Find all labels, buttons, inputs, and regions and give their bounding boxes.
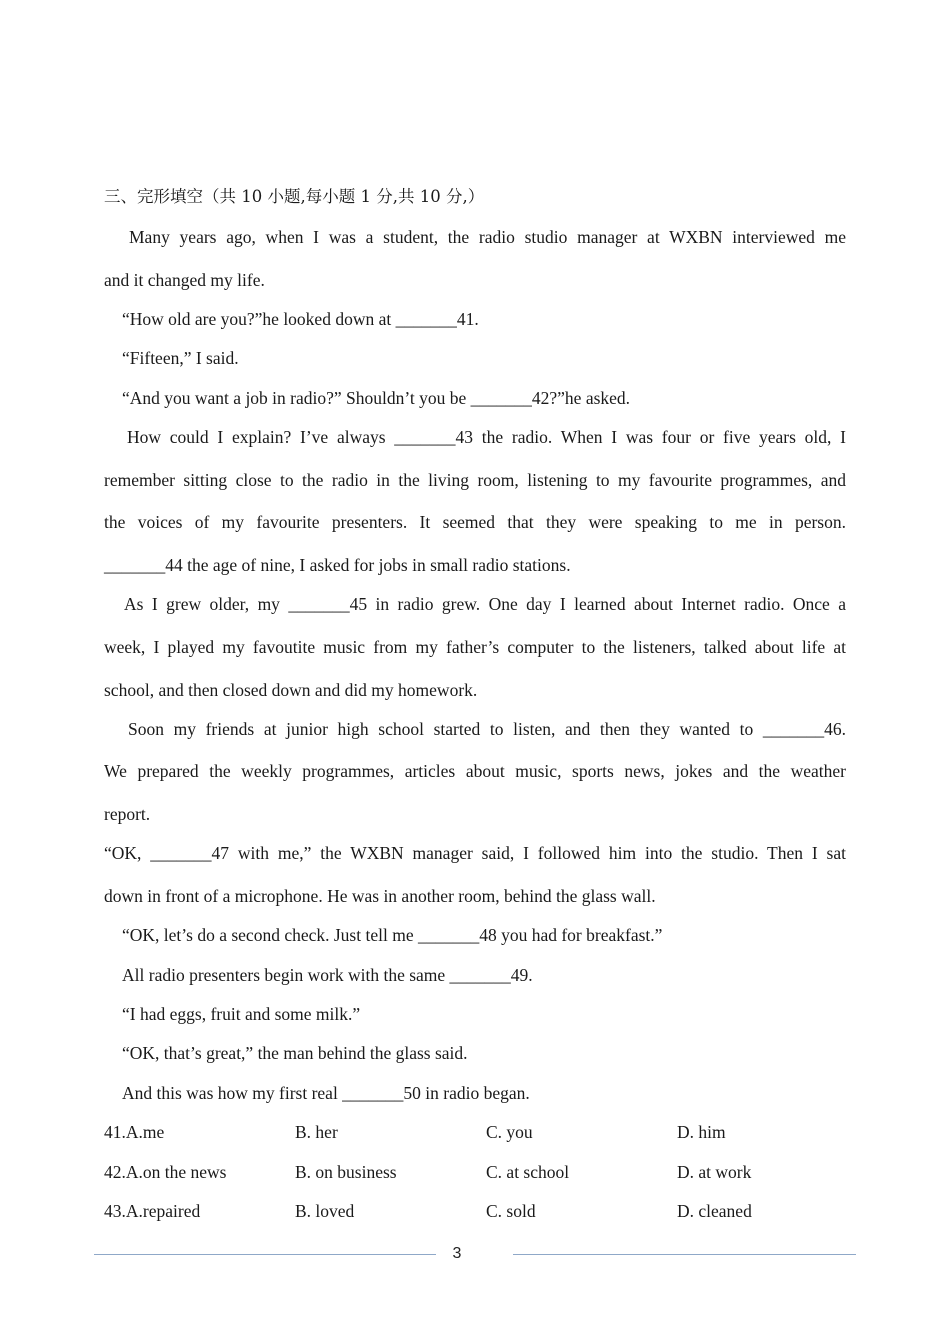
- passage-line: week, I played my favoutite music from my father’s computer to the listeners, talked about life at: [104, 637, 846, 657]
- passage-line: “OK, _______47 with me,” the WXBN manager said, I followed him into the studio. Then I sat: [104, 843, 846, 863]
- passage-line: remember sitting close to the radio in the living room, listening to my favourite programmes, and: [104, 470, 846, 490]
- passage-line: _______44 the age of nine, I asked for jobs in small radio stations.: [104, 555, 571, 575]
- passage-line: Many years ago, when I was a student, the radio studio manager at WXBN interviewed me: [129, 227, 846, 247]
- passage-line: We prepared the weekly programmes, articles about music, sports news, jokes and the weather: [104, 761, 846, 781]
- passage-line: down in front of a microphone. He was in another room, behind the glass wall.: [104, 886, 656, 906]
- option-43-b: B. loved: [295, 1201, 355, 1221]
- option-43-c: C. sold: [486, 1201, 536, 1221]
- passage-line: Soon my friends at junior high school started to listen, and then they wanted to _______46.: [128, 719, 846, 739]
- passage-line: the voices of my favourite presenters. It seemed that they were speaking to me in person.: [104, 512, 846, 532]
- option-41-c: C. you: [486, 1122, 533, 1142]
- passage-line: “OK, that’s great,” the man behind the glass said.: [122, 1043, 468, 1063]
- option-42-a: 42.A.on the news: [104, 1162, 227, 1182]
- page-number: 3: [452, 1245, 462, 1262]
- footer-rule-right: [513, 1254, 856, 1255]
- passage-line: As I grew older, my _______45 in radio grew. One day I learned about Internet radio. Once a: [124, 594, 846, 614]
- passage-line: “Fifteen,” I said.: [122, 348, 239, 368]
- footer-rule-left: [94, 1254, 436, 1255]
- passage-line: “OK, let’s do a second check. Just tell me _______48 you had for breakfast.”: [122, 925, 663, 945]
- option-42-c: C. at school: [486, 1162, 570, 1182]
- option-41-a: 41.A.me: [104, 1122, 165, 1142]
- option-43-d: D. cleaned: [677, 1201, 752, 1221]
- passage-line: And this was how my first real _______50 in radio began.: [122, 1083, 530, 1103]
- passage-line: “And you want a job in radio?” Shouldn’t you be _______42?”he asked.: [122, 388, 631, 408]
- passage-line: “How old are you?”he looked down at _______41.: [122, 309, 479, 329]
- option-42-d: D. at work: [677, 1162, 752, 1182]
- passage-line: How could I explain? I’ve always _______43 the radio. When I was four or five years old, I: [127, 427, 846, 447]
- passage-line: “I had eggs, fruit and some milk.”: [122, 1004, 361, 1024]
- option-41-b: B. her: [295, 1122, 338, 1142]
- passage-line: and it changed my life.: [104, 270, 265, 290]
- option-41-d: D. him: [677, 1122, 726, 1142]
- section-heading: 三、完形填空（共 10 小题,每小题 1 分,共 10 分,）: [104, 187, 485, 206]
- option-43-a: 43.A.repaired: [104, 1201, 201, 1221]
- passage-line: All radio presenters begin work with the same _______49.: [122, 965, 533, 985]
- passage-line: school, and then closed down and did my homework.: [104, 680, 478, 700]
- option-42-b: B. on business: [295, 1162, 397, 1182]
- passage-line: report.: [104, 804, 151, 824]
